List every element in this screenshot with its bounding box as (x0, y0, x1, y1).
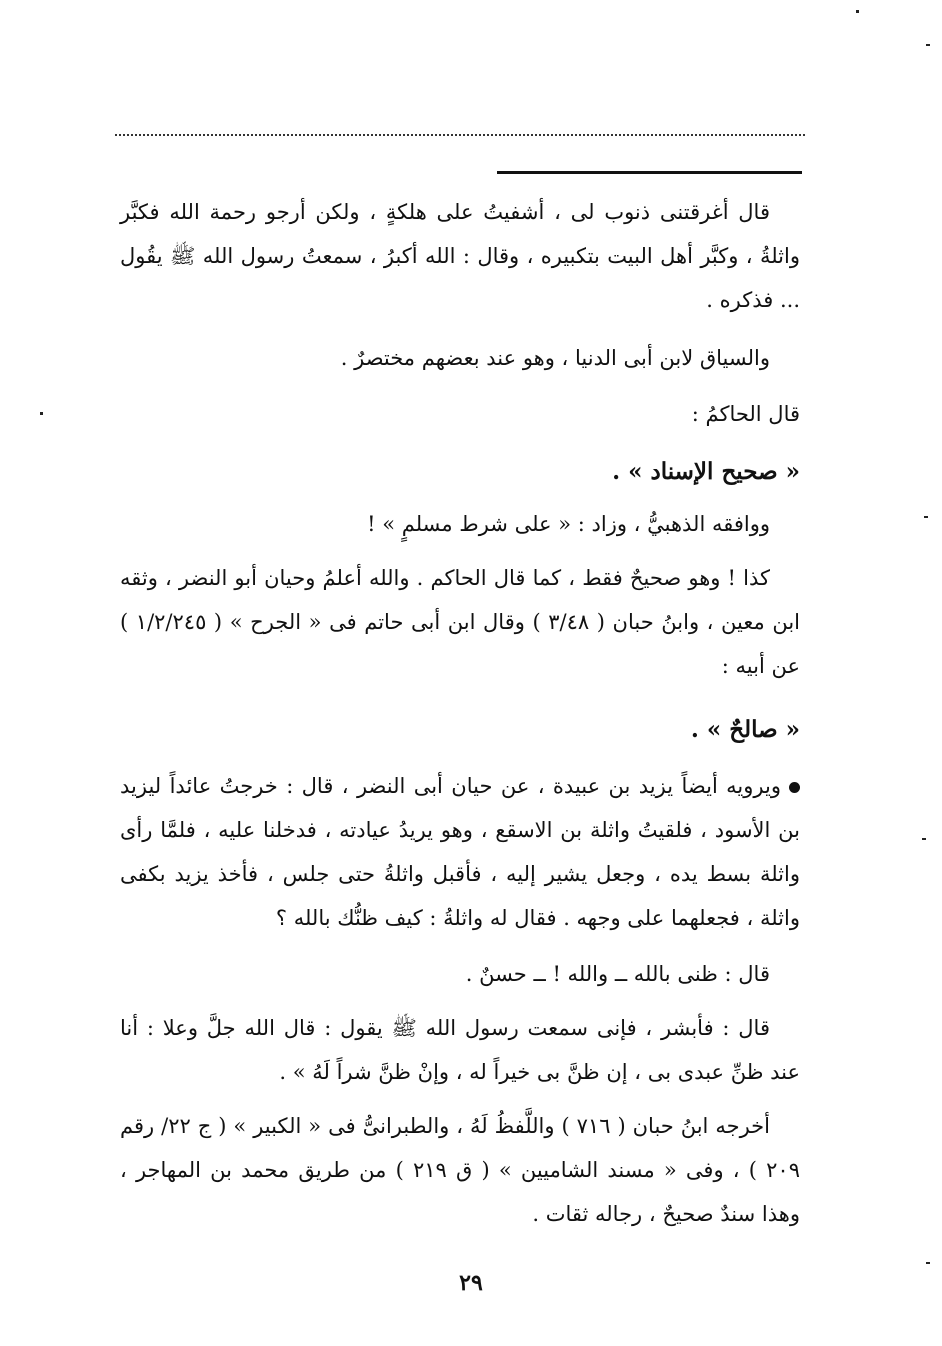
paragraph-5: ووافقه الذهبيُّ ، وزاد : « على شرط مسلمٍ » ! (367, 512, 770, 536)
quote-salih: « صالحٌ » . (690, 716, 800, 743)
paragraph-6: كذا ! وهو صحيحٌ فقط ، كما قال الحاكم . والله أعلمُ وحيان أبو النضر ، وثقه ابن معين ، وابنُ حبان ( ٣/٤٨ ) وقال ابن أبى حاتم فى « الجرح » ( ١/٢/٢٤٥ ) عن أبيه : (120, 566, 801, 678)
page-number: ٢٩ (459, 1270, 483, 1296)
header-rule (497, 171, 802, 174)
scan-speck (926, 1262, 930, 1264)
scan-speck (926, 44, 930, 46)
scan-speck (924, 516, 928, 518)
scan-speck (922, 838, 926, 840)
paragraph-2: والسياق لابن أبى الدنيا ، وهو عند بعضهم مختصرٌ . (340, 346, 770, 370)
scan-speck (40, 412, 43, 415)
quote-sahih-isnad: « صحيح الإسناد » . (612, 458, 800, 485)
paragraph-1: قال أغرقتنى ذنوب لى ، أشفيتُ على هلكةٍ ، ولكن أرجو رحمة الله فكبَّر واثلةُ ، وكبَّر أهل البيت بتكبيره ، وقال : الله أكبرُ ، سمعتُ رسول الله ﷺ يقُول ... فذكره . (120, 200, 800, 312)
paragraph-10: قال : فأبشر ، فإنى سمعت رسول الله ﷺ يقول : قال الله جلَّ وعلا : أنا عند ظنِّ عبدى بى ، إن ظنَّ بى خيراً له ، وإنْ ظنَّ شراً لَهُ » . (120, 1016, 800, 1084)
paragraph-8 (120, 764, 800, 940)
paragraph-8-text: ويرويه أيضاً يزيد بن عبيدة ، عن حيان أبى النضر ، قال : خرجتُ عائداً ليزيد بن الأسود ، فلقيتُ واثلة بن الاسقع ، وهو يريدُ عيادته ، فدخلنا عليه ، فلمَّا رأى واثلة بسط يده ، وجعل يشير إليه ، فأقبل واثلةُ حتى جلس ، فأخذ يزيد بكفى واثلة ، فجعلهما على وجهه . فقال له واثلةُ : كيف ظنُّك بالله ؟ (120, 774, 800, 930)
bullet-icon (789, 782, 800, 793)
dotted-separator (115, 134, 805, 136)
scan-speck (856, 10, 859, 13)
paragraph-3: قال الحاكمُ : (691, 402, 800, 426)
paragraph-9: قال : ظنى بالله ــ والله ! ــ حسنٌ . (465, 962, 770, 986)
paragraph-11: أخرجه ابنُ حبان ( ٧١٦ ) واللَّفظُ لَهُ ، والطبرانىُّ فى « الكبير » ( ج ٢٢/ رقم ٢٠٩ ) ، وفى « مسند الشاميين » ( ق ٢١٩ ) من طريق محمد بن المهاجر ، وهذا سندٌ صحيحٌ ، رجاله ثقات . (120, 1114, 800, 1226)
